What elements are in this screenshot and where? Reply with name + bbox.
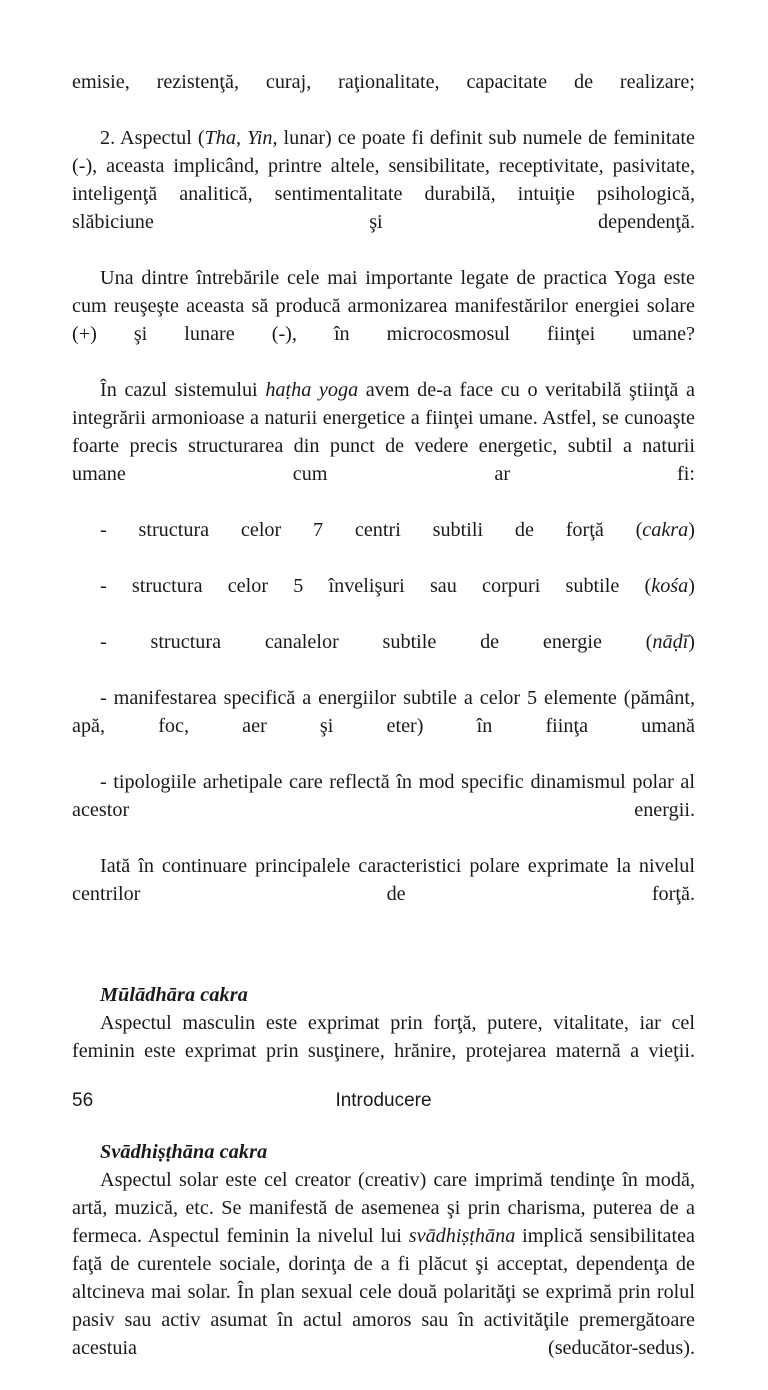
paragraph-continuation — [72, 68, 695, 124]
page-footer — [72, 1090, 695, 1120]
list-item — [72, 628, 695, 684]
paragraph-tail: avem de-a face cu o veritabilă ştiinţă a integrării armonioase a naturii energetice a fiinţei umane. Astfel, se cunoaşte foarte precis structurarea din punct de vedere energetic, subtil a naturii umane cum ar fi: — [72, 379, 695, 485]
paragraph-tail: , lunar) ce poate fi definit sub numele de feminitate (-), aceasta implicând, printre altele, sensibilitate, receptivitate, pasivitate, inteligenţă analitică, sentimentalitate durabilă, intuiţie psihologică, slăbiciune şi dependenţă. — [72, 127, 695, 233]
section-spacer — [72, 936, 695, 981]
paragraph-lead: Aspectul solar este cel creator (creativ) care imprimă tendinţe în modă, artă, muzică, etc. Se manifestă de asemenea şi prin charisma, puterea de a fermeca. Aspectul feminin la nivelul lui — [72, 1169, 695, 1247]
list-item — [72, 572, 695, 628]
italic-term-svadhisthana: svādhiṣṭhāna — [408, 1225, 516, 1247]
page-text-column — [72, 0, 696, 1359]
paragraph-hatha-yoga — [72, 376, 695, 516]
paragraph-lead: Aspectul masculin este exprimat prin forţă, putere, vitalitate, iar cel feminin este exprimat prin susţinere, hrănire, protejarea maternă a vieţii. — [72, 1012, 695, 1062]
section-heading-muladhara: Mūlādhāra cakra — [100, 984, 248, 1006]
italic-term-tha-yin: Tha, Yin — [204, 127, 273, 149]
list-item-lead: - structura celor 7 centri subtili de forţă ( — [100, 519, 643, 541]
paragraph-svadhisthana — [72, 1166, 695, 1390]
list-item — [72, 516, 695, 572]
paragraph-closing — [72, 852, 695, 936]
paragraph-tha-yin — [72, 124, 695, 264]
list-item — [72, 768, 695, 852]
italic-term-kosa: kośa — [651, 575, 689, 597]
footer-section-title: Introducere — [335, 1090, 432, 1111]
paragraph-yoga-question — [72, 264, 695, 376]
list-item-tail: ) — [688, 631, 695, 653]
page-content — [72, 68, 695, 1390]
list-item — [72, 684, 695, 768]
paragraph-continuation-text: emisie, rezistenţă, curaj, raţionalitate, capacitate de realizare; — [72, 71, 695, 93]
italic-term-cakra: cakra — [642, 519, 689, 541]
paragraph-tail: implică sensibilitatea faţă de curentele sociale, dorinţa de a fi plăcut şi acceptat, dependenţa de altcineva mai solar. În plan sexual cele două polarităţi se exprimă prin rolul pasiv sau activ asumat în actul amoros sau în activităţile premergătoare acestuia (seducător-sedus). — [72, 1225, 696, 1359]
list-item-lead: - tipologiile arhetipale care reflectă în mod specific dinamismul polar al acestor energii. — [72, 771, 695, 821]
paragraph-text: Una dintre întrebările cele mai importante legate de practica Yoga este cum reuşeşte aceasta să producă armonizarea manifestărilor energiei solare (+) şi lunare (-), în microcosmosul fiinţei umane? — [72, 267, 695, 345]
paragraph-lead: În cazul sistemului — [100, 379, 266, 401]
paragraph-text: Iată în continuare principalele caracteristici polare exprimate la nivelul centrilor de forţă. — [72, 855, 695, 905]
section-heading-svadhisthana: Svādhiṣṭhāna cakra — [100, 1141, 268, 1163]
list-item-lead: - structura celor 5 învelişuri sau corpuri subtile ( — [100, 575, 652, 597]
footer-page-number: 56 — [72, 1090, 94, 1111]
list-item-tail: ) — [688, 519, 695, 541]
paragraph-lead: 2. Aspectul ( — [100, 127, 205, 149]
list-item-lead: - structura canalelor subtile de energie ( — [100, 631, 653, 653]
list-item-lead: - manifestarea specifică a energiilor subtile a celor 5 elemente (pământ, apă, foc, aer şi eter) în fiinţa umană — [72, 687, 695, 737]
italic-term-nadi: nāḍī — [652, 631, 689, 653]
list-item-tail: ) — [688, 575, 695, 597]
paragraph-muladhara — [72, 1009, 695, 1093]
italic-term-hatha-yoga: haṭha yoga — [265, 379, 359, 401]
